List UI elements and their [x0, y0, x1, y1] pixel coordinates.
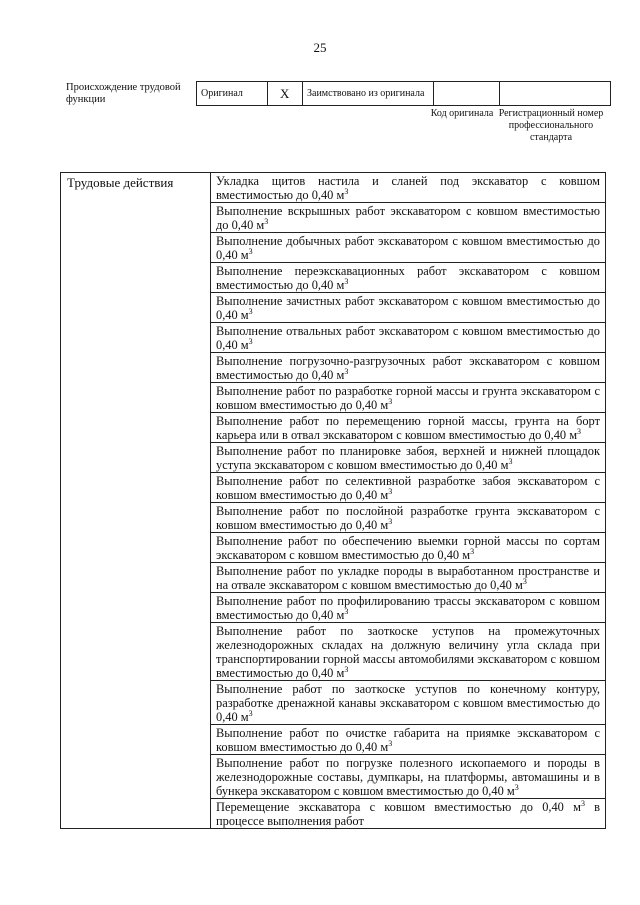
unit-superscript: 3 — [470, 546, 475, 556]
action-text: Выполнение отвальных работ экскаватором с ковшом вместимостью до 0,40 м — [216, 324, 600, 352]
action-item — [211, 203, 606, 233]
unit-superscript: 3 — [580, 798, 585, 808]
unit-superscript: 3 — [344, 186, 349, 196]
unit-superscript: 3 — [344, 664, 349, 674]
unit-superscript: 3 — [344, 276, 349, 286]
origin-table — [196, 81, 611, 106]
page-number: 25 — [313, 40, 327, 55]
action-text: Выполнение работ по послойной разработке грунта экскаватором с ковшом вместимостью до 0,40 м — [216, 504, 600, 532]
unit-superscript: 3 — [522, 576, 527, 586]
action-text: Выполнение работ по погрузке полезного ископаемого и породы в железнодорожные составы, думпкары, на платформы, автомашины и в бункера экскаватором с ковшом вместимостью до 0,40 м — [216, 756, 600, 798]
action-text: Выполнение работ по разработке горной массы и грунта экскаватором с ковшом вместимостью до 0,40 м — [216, 384, 600, 412]
action-item — [211, 593, 606, 623]
action-text: Выполнение добычных работ экскаватором с ковшом вместимостью до 0,40 м — [216, 234, 600, 262]
action-text: Выполнение работ по заоткоске уступов по конечному контуру, разработке дренажной канавы экскаватором с ковшом вместимостью до 0,40 м — [216, 682, 600, 724]
action-item — [211, 233, 606, 263]
action-text: Выполнение погрузочно-разгрузочных работ экскаватором с ковшом вместимостью до 0,40 м — [216, 354, 600, 382]
action-text: Выполнение зачистных работ экскаватором с ковшом вместимостью до 0,40 м — [216, 294, 600, 322]
action-text-tail: в процессе выполнения работ — [216, 800, 600, 828]
action-text: Выполнение работ по обеспечению выемки горной массы по сортам экскаватором с ковшом вместимостью до 0,40 м — [216, 534, 600, 562]
action-item — [211, 623, 606, 681]
unit-superscript: 3 — [388, 396, 393, 406]
action-text: Укладка щитов настила и сланей под экскаватор с ковшом вместимостью до 0,40 м — [216, 174, 600, 202]
unit-superscript: 3 — [388, 738, 393, 748]
unit-superscript: 3 — [514, 782, 519, 792]
origin-label: Происхождение трудовой функции — [66, 82, 181, 105]
action-text: Выполнение работ по планировке забоя, верхней и нижней площадок уступа экскаватором с ковшом вместимостью до 0,40 м — [216, 444, 600, 472]
action-item — [211, 263, 606, 293]
action-item — [211, 473, 606, 503]
unit-superscript: 3 — [264, 216, 269, 226]
unit-superscript: 3 — [248, 708, 253, 718]
action-item — [211, 681, 606, 725]
original-label: Оригинал — [197, 82, 268, 106]
action-item — [211, 353, 606, 383]
unit-superscript: 3 — [388, 486, 393, 496]
unit-superscript: 3 — [248, 306, 253, 316]
unit-superscript: 3 — [344, 366, 349, 376]
action-text: Перемещение экскаватора с ковшом вместимостью до 0,40 м — [216, 800, 581, 814]
borrowed-label: Заимствовано из оригинала — [303, 82, 434, 106]
action-text: Выполнение переэкскавационных работ экскаватором с ковшом вместимостью до 0,40 м — [216, 264, 600, 292]
original-mark: X — [268, 82, 303, 106]
action-item — [211, 503, 606, 533]
code-cell — [434, 82, 500, 106]
unit-superscript: 3 — [344, 606, 349, 616]
actions-table — [60, 172, 606, 829]
action-item — [211, 323, 606, 353]
action-item — [211, 413, 606, 443]
action-item — [211, 293, 606, 323]
action-item — [211, 563, 606, 593]
action-text: Выполнение вскрышных работ экскаватором с ковшом вместимостью до 0,40 м — [216, 204, 600, 232]
table-row — [61, 173, 606, 203]
unit-superscript: 3 — [248, 246, 253, 256]
action-text: Выполнение работ по очистке габарита на приямке экскаватором с ковшом вместимостью до 0,40 м — [216, 726, 600, 754]
action-item — [211, 725, 606, 755]
unit-superscript: 3 — [388, 516, 393, 526]
code-caption: Код оригинала — [430, 108, 494, 119]
action-text: Выполнение работ по перемещению горной массы, грунта на борт карьера или в отвал экскаватором с ковшом вместимостью до 0,40 м — [216, 414, 600, 442]
action-item — [211, 443, 606, 473]
action-item — [211, 799, 606, 829]
action-item — [211, 173, 606, 203]
unit-superscript: 3 — [248, 336, 253, 346]
action-text: Выполнение работ по селективной разработке забоя экскаватором с ковшом вместимостью до 0,40 м — [216, 474, 600, 502]
action-text: Выполнение работ по заоткоске уступов на промежуточных железнодорожных складах на должную величину угла склада при транспортировании горной массы автомобилями экскаватором с ковшом вместимостью до 0,40 м — [216, 624, 600, 680]
action-item — [211, 755, 606, 799]
reg-number-cell — [500, 82, 611, 106]
action-text: Выполнение работ по профилированию трассы экскаватором с ковшом вместимостью до 0,40 м — [216, 594, 600, 622]
actions-header: Трудовые действия — [61, 173, 211, 829]
unit-superscript: 3 — [508, 456, 513, 466]
action-item — [211, 533, 606, 563]
action-item — [211, 383, 606, 413]
action-text: Выполнение работ по укладке породы в выработанном пространстве и на отвале экскаватором с ковшом вместимостью до 0,40 м — [216, 564, 600, 592]
unit-superscript: 3 — [577, 426, 582, 436]
reg-caption: Регистрационный номер профессионального стандарта — [498, 108, 604, 143]
